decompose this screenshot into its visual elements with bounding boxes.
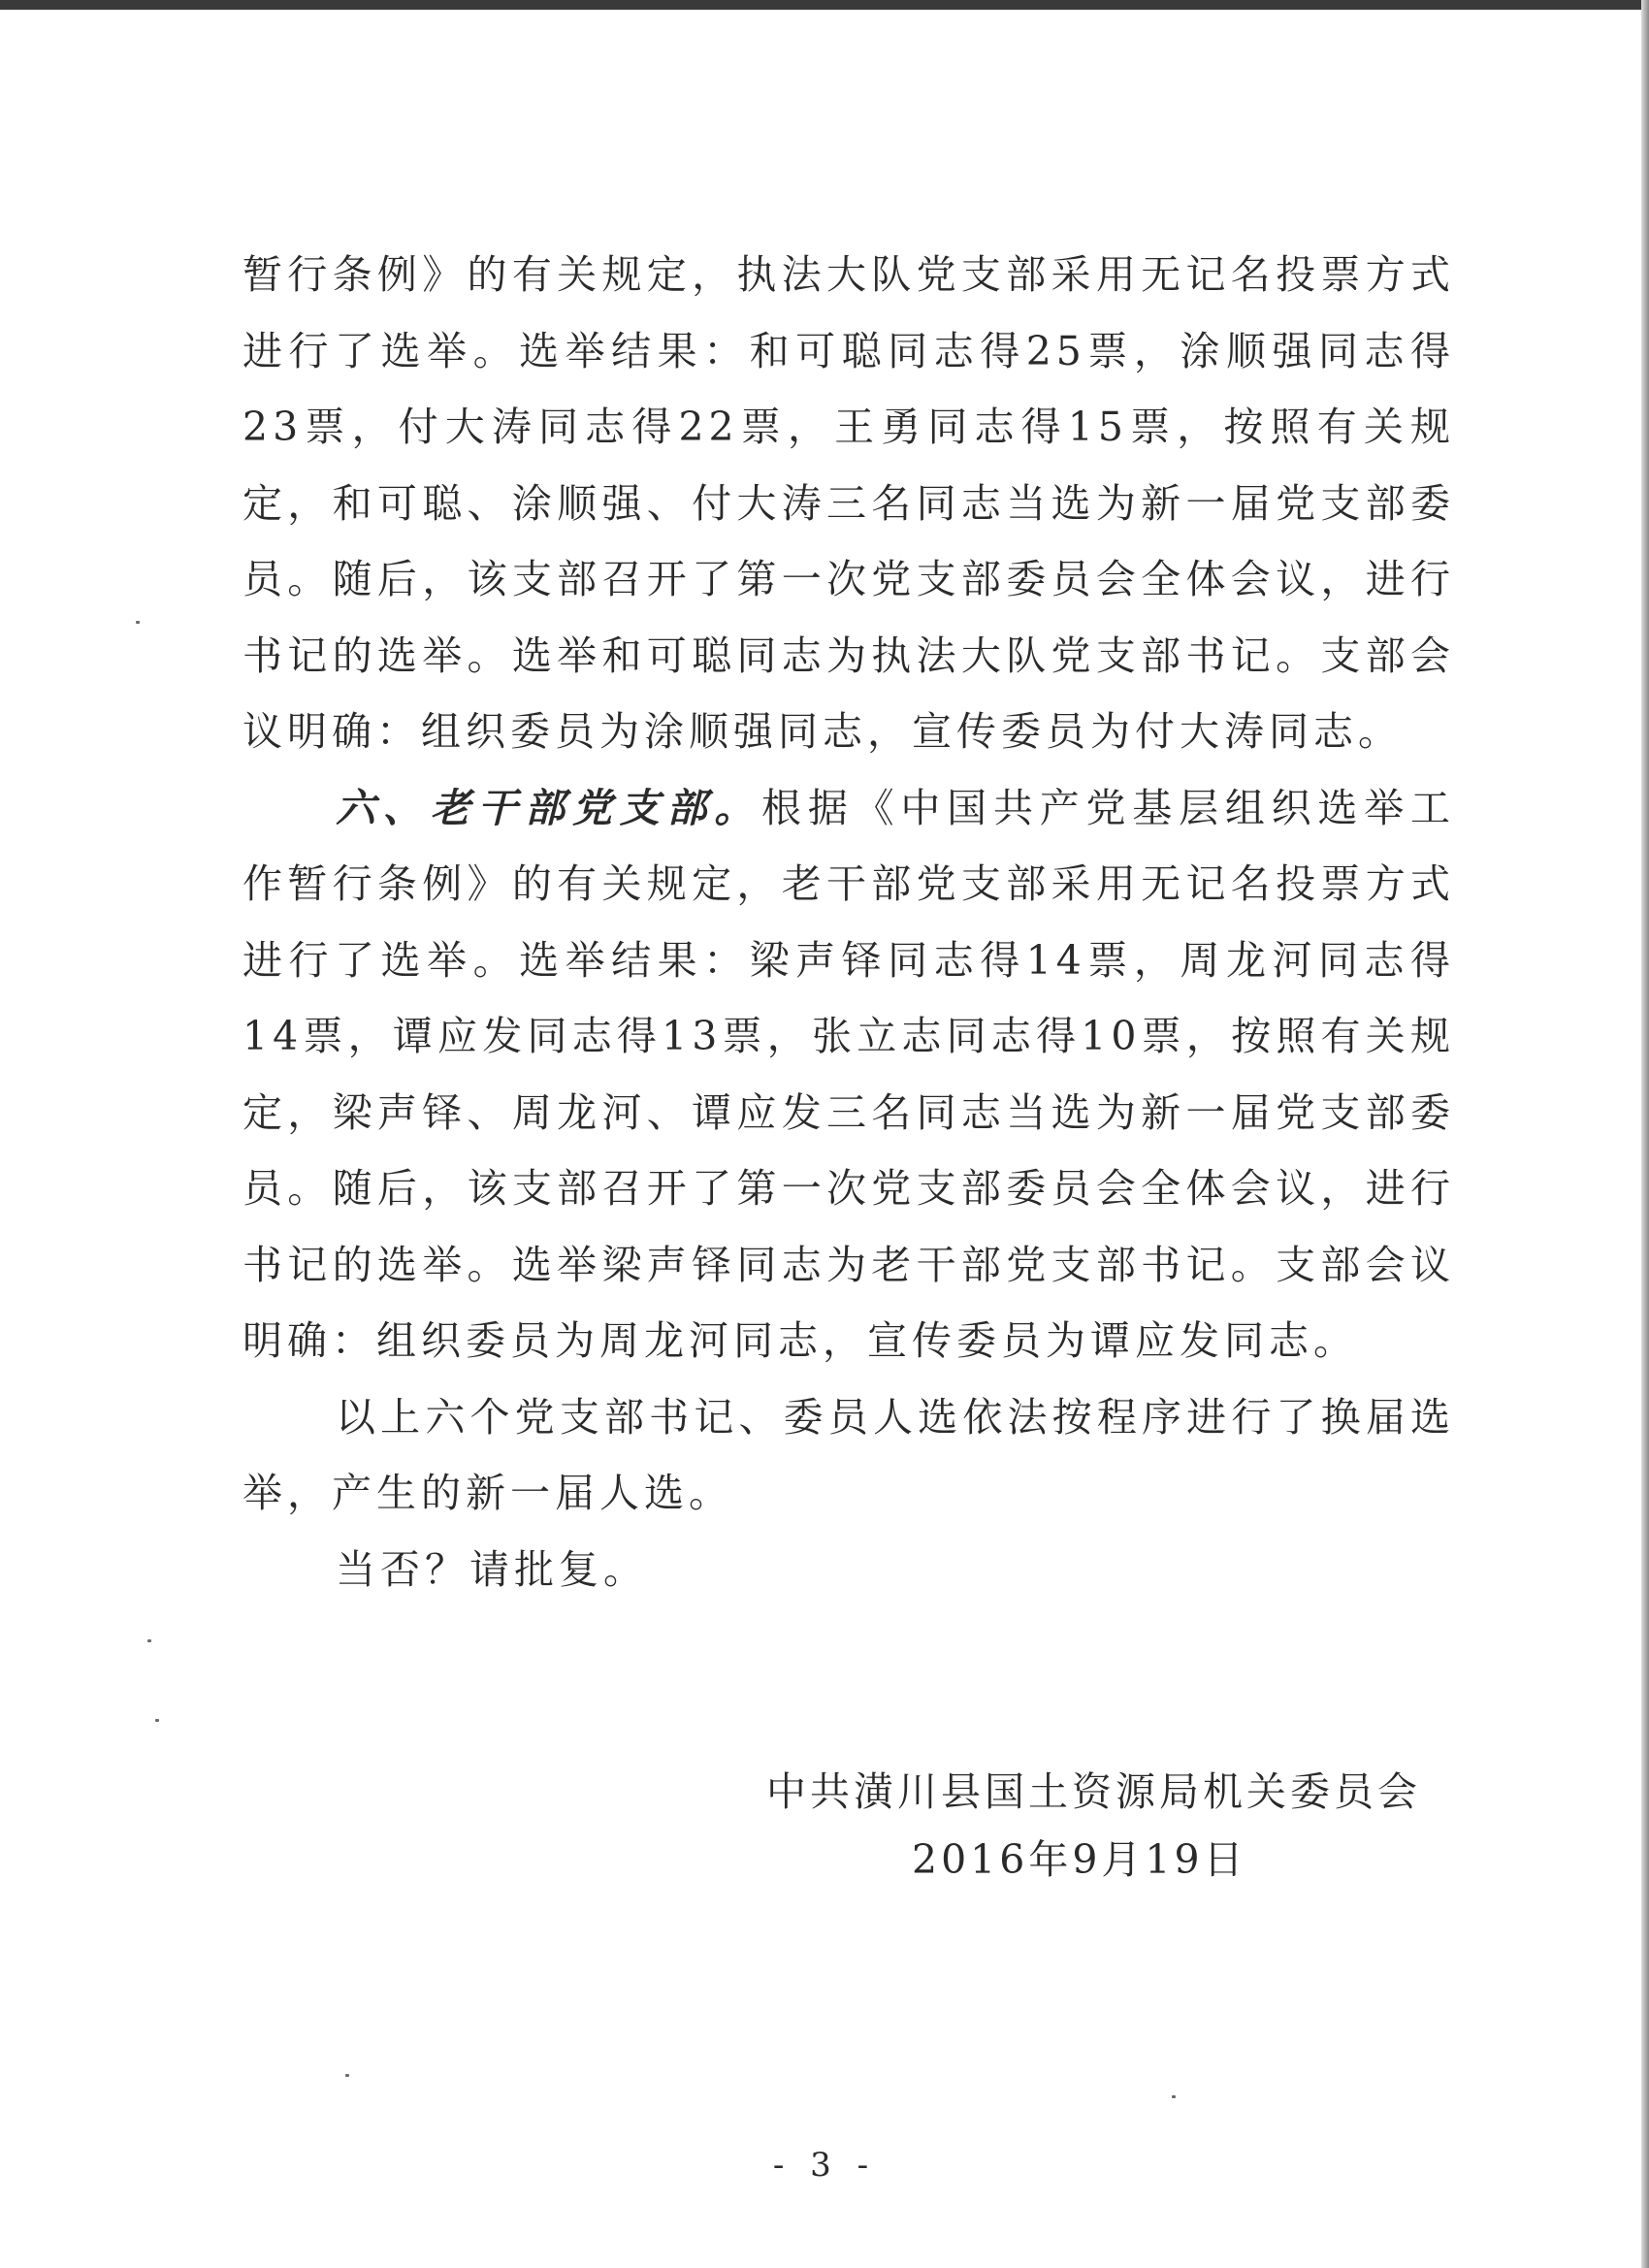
section-heading: 六、老干部党支部。 xyxy=(336,784,762,831)
scan-speck xyxy=(1172,2095,1176,2098)
scan-edge-right xyxy=(1641,0,1649,2268)
paragraph-summary xyxy=(242,1379,1455,1532)
document-body xyxy=(242,237,1455,1607)
signature-organization: 中共潢川县国土资源局机关委员会 xyxy=(766,1768,1421,1815)
scan-speck xyxy=(345,2074,349,2077)
paragraph-text: 暂行条例》的有关规定，执法大队党支部采用无记名投票方式进行了选举。选举结果：和可聪同志得25票，涂顺强同志得23票，付大涛同志得22票，王勇同志得15票，按照有关规定，和可聪、涂顺强、付大涛三名同志当选为新一届党支部委员。随后，该支部召开了第一次党支部委员会全体会议，进行书记的选举。选举和可聪同志为执法大队党支部书记。支部会议明确：组织委员为涂顺强同志，宣传委员为付大涛同志。 xyxy=(242,251,1455,755)
paragraph-text: 以上六个党支部书记、委员人选依法按程序进行了换届选举，产生的新一届人选。 xyxy=(242,1393,1455,1516)
page-number: - 3 - xyxy=(772,2146,877,2185)
paragraph-request xyxy=(242,1532,1455,1608)
paragraph-text: 根据《中国共产党基层组织选举工作暂行条例》的有关规定，老干部党支部采用无记名投票方式进行了选举。选举结果：梁声铎同志得14票，周龙河同志得14票，谭应发同志得13票，张立志同志得10票，按照有关规定，梁声铎、周龙河、谭应发三名同志当选为新一届党支部委员。随后，该支部召开了第一次党支部委员会全体会议，进行书记的选举。选举梁声铎同志为老干部党支部书记。支部会议明确：组织委员为周龙河同志，宣传委员为谭应发同志。 xyxy=(242,784,1456,1364)
paragraph-section-six xyxy=(242,770,1455,1379)
paragraph-continued xyxy=(242,237,1455,770)
scan-speck xyxy=(147,1639,151,1642)
scan-speck xyxy=(136,621,140,624)
scan-speck xyxy=(155,1719,159,1722)
signature-block xyxy=(766,1758,1445,1894)
paragraph-text: 当否？请批复。 xyxy=(336,1545,648,1593)
scan-edge-top xyxy=(0,0,1649,10)
signature-date: 2016年9月19日 xyxy=(912,1836,1247,1883)
